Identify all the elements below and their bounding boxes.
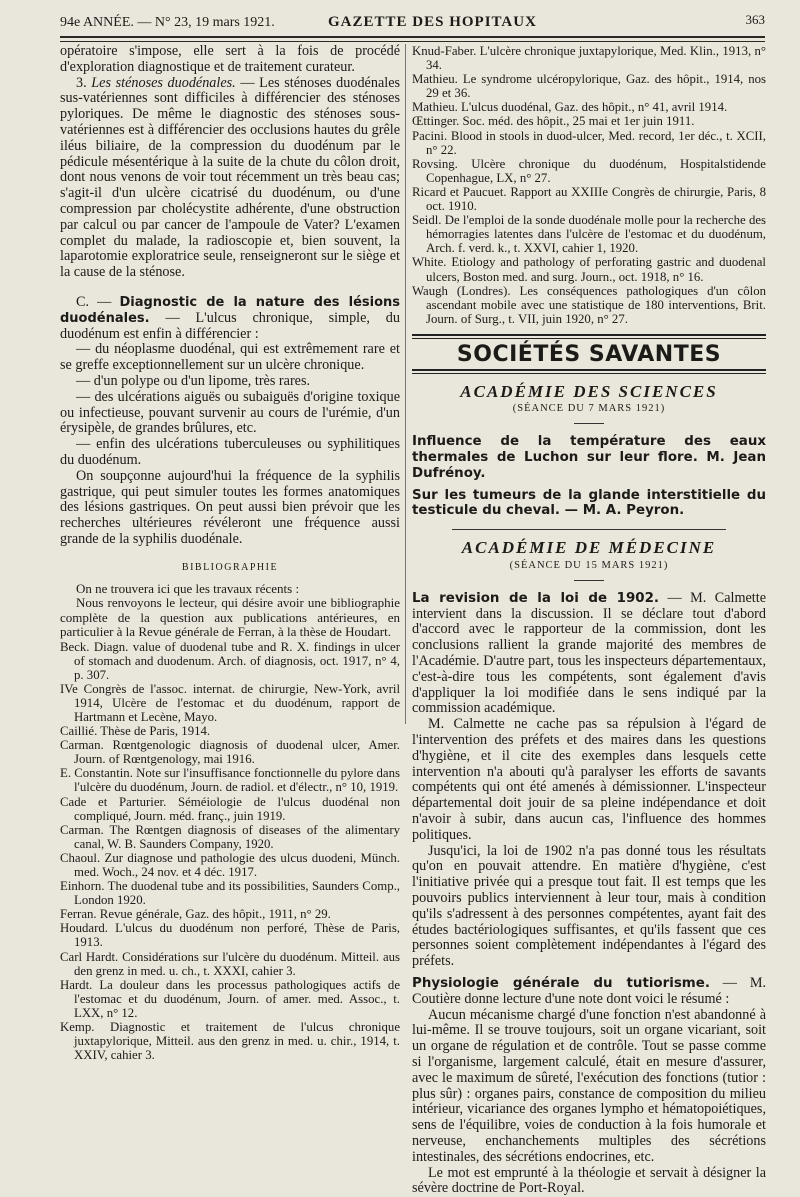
reference-item: IVe Congrès de l'assoc. internat. de chirurgie, New-York, avril 1914, Ulcère de l'estomac et du duodénum, rapport de Hartmann et Lecène, Mayo. bbox=[60, 681, 400, 724]
reference-item: Caillié. Thèse de Paris, 1914. bbox=[60, 724, 211, 739]
paragraph bbox=[412, 591, 766, 717]
divider bbox=[574, 580, 604, 581]
academy-heading: ACADÉMIE DES SCIENCES bbox=[460, 381, 718, 401]
journal-title: GAZETTE DES HOPITAUX bbox=[328, 14, 537, 30]
issue-info: 94e ANNÉE. — N° 23, 19 mars 1921. bbox=[60, 15, 275, 30]
reference-item: Carman. Rœntgenologic diagnosis of duodenal ulcer, Amer. Journ. of Rœntgenology, mai 1916. bbox=[60, 738, 400, 767]
list-item: — du néoplasme duodénal, qui est extrêmement rare et se greffe exceptionnellement sur un ulcère chronique. bbox=[60, 341, 400, 374]
running-header bbox=[60, 12, 765, 32]
reference-item: Rovsing. Ulcère chronique du duodénum, Hospitalstidende Copenhague, LX, n° 27. bbox=[412, 156, 766, 185]
paragraph: Aucun mécanisme chargé d'une fonction n'est abandonné à lui-même. Il se trouve toujours, soit un organe vicariant, soit un organe de régulation et de contrôle. Tout se passe comme si l'organisme, largement calculé, était en mesure d'assurer, avec le maximum de sûreté, l'exécution des fonctions (tutior : plus sûr) : organes pairs, constance de composition du milieu intérieur, vicariance des organes lympho et hématopoiétiques, sens de l'équilibre, voies de conduction à la fois humorale et nerveuse, enchanchements multiples des sécrétions intestinales, des sécrétions endocrines, etc. bbox=[412, 1006, 766, 1165]
paragraph: Le mot est emprunté à la théologie et servait à désigner la sévère doctrine de Port-Royal. bbox=[412, 1164, 766, 1197]
divider bbox=[452, 529, 726, 530]
paragraph-text: — M. Calmette intervient dans la discussion. Il se déclare tout d'abord d'accord avec le rapporteur de la commission, dont les conclusions rallient la grande majorité des membres de l'Académie. D'autre part, tous les inspecteurs départementaux, c'est-à-dire tous les compétents, sont également d'avis d'appliquer la loi modifiée dans le sens indiqué par la commission académique. bbox=[412, 589, 766, 717]
paragraph: On soupçonne aujourd'hui la fréquence de la syphilis gastrique, qui peut simuler toutes les formes anatomiques des lésions gastriques. On peut aussi bien prévoir que les recherches ultérieures révéleront une fréquence aussi grande de la syphilis duodénale. bbox=[60, 467, 400, 547]
paragraph-text: — Les sténoses duodénales sus-vatériennes sont difficiles à différencier des sténoses pyloriques. De même le diagnostic des sténoses sous-vatériennes est à différencier des occlusions hautes du grêle iléus biliaire, de la compression du duodénum par le pédicule mésentérique à la suite de la chute du côlon droit, dont nous venons de voir tout récemment un très beau cas; s'agit-il d'un ulcère cicatrisé du duodénum, ou d'une compression par cholécystite adhérente, d'une obstruction par calcul ou par cancer de l'ampoule de Vater? L'examen complet du malade, la radioscopie et, bien souvent, la laparotomie exploratrice seule, renseigneront sur le siège et la cause de la sténose. bbox=[60, 74, 401, 281]
reference-item: E. Constantin. Note sur l'insuffisance fonctionnelle du pylore dans l'ulcère du duodénum, Journ. de radiol. et d'électr., n° 10, 1919. bbox=[60, 766, 400, 795]
reference-item: Knud-Faber. L'ulcère chronique juxtapylorique, Med. Klin., 1913, n° 34. bbox=[412, 44, 766, 73]
paragraph: opératoire s'impose, elle sert à la fois de procédé d'exploration diagnostique et de traitement curateur. bbox=[60, 43, 400, 75]
paragraph: Jusqu'ici, la loi de 1902 n'a pas donné tous les résultats qu'on en pouvait attendre. En matière d'hygiène, c'est l'initiative privée qui a presque tout fait. Il est temps que les pouvoirs publics interviennent à leur tour, mais à condition qu'ils s'adressent à des personnes compétentes, ayant fait des études bactériologiques suffisantes, et qu'ils fassent que ces personnes soient complètement indépendantes à l'égard des préfets. bbox=[412, 842, 766, 970]
reference-item: Cade et Parturier. Séméiologie de l'ulcus duodénal non compliqué, Journ. méd. franç., juin 1919. bbox=[60, 794, 400, 823]
communication-title: Physiologie générale du tutiorisme. bbox=[412, 975, 710, 991]
reference-item: Pacini. Blood in stools in duod-ulcer, Med. record, 1er déc., t. XCII, n° 22. bbox=[412, 128, 766, 157]
reference-item: Ferran. Revue générale, Gaz. des hôpit., 1911, n° 29. bbox=[60, 907, 331, 922]
reference-item: Ricard et Paucuet. Rapport au XXIIIe Congrès de chirurgie, Paris, 8 oct. 1910. bbox=[412, 184, 766, 214]
bibliography-intro: Nous renvoyons le lecteur, qui désire avoir une bibliographie complète de la question aux publications antérieures, en particulier à la Revue générale de Ferran, à la thèse de Houdart. bbox=[60, 595, 400, 639]
paragraph-text: — L'ulcus chronique, simple, du duodénum est enfin à différencier : bbox=[60, 309, 400, 342]
reference-list bbox=[412, 44, 766, 326]
reference-list bbox=[60, 640, 400, 1063]
bibliography-intro: On ne trouvera ici que les travaux récents : bbox=[76, 580, 300, 596]
reference-item: Carman. The Rœntgen diagnosis of diseases of the alimentary canal, W. B. Saunders Company, 1920. bbox=[60, 822, 400, 851]
reference-item: Seidl. De l'emploi de la sonde duodénale molle pour la recherche des hémorragies latentes dans l'ulcère de l'estomac et du duodénum, Arch. f. verd. k., t. XXVI, cahier 1, 1920. bbox=[412, 213, 766, 256]
reference-item: Beck. Diagn. value of duodenal tube and R. X. findings in ulcer of stomach and duodenum. Arch. of diagnosis, oct. 1917, n° 4, p. 307. bbox=[60, 639, 400, 682]
paragraph bbox=[60, 295, 400, 342]
reference-item: Mathieu. Le syndrome ulcéropylorique, Gaz. des hôpit., 1914, nos 29 et 36. bbox=[412, 72, 766, 101]
communication: Sur les tumeurs de la glande interstitielle du testicule du cheval. — M. A. Peyron. bbox=[412, 487, 766, 519]
left-column bbox=[60, 44, 400, 1062]
communication: Influence de la température des eaux thermales de Luchon sur leur flore. M. Jean Dufrénoy. bbox=[412, 434, 766, 481]
section-title: Diagnostic de la nature des lésions duodénales. bbox=[60, 294, 401, 326]
section-rule bbox=[412, 334, 766, 339]
reference-item: Chaoul. Zur diagnose und pathologie des ulcus duodeni, Münch. med. Woch., 24 nov. et 4 déc. 1917. bbox=[60, 850, 400, 879]
column-divider bbox=[405, 44, 406, 724]
page-number: 363 bbox=[745, 12, 765, 27]
reference-item: Einhorn. The duodenal tube and its possibilities, Saunders Comp., London 1920. bbox=[60, 879, 400, 908]
reference-item: Waugh (Londres). Les conséquences pathologiques d'un côlon ascendant mobile avec une statistique de 180 interventions, Brit. Journ. of Surg., t. VII, juin 1920, n° 27. bbox=[412, 283, 766, 326]
reference-item: Kemp. Diagnostic et traitement de l'ulcus chronique juxtapylorique, Mitteil. aus den grenz in med. u. chir., 1914, t. XXIV, cahier 3. bbox=[60, 1020, 400, 1063]
reference-item: Mathieu. L'ulcus duodénal, Gaz. des hôpit., n° 41, avril 1914. bbox=[412, 100, 728, 115]
section-label: C. — bbox=[76, 293, 112, 310]
paragraph-text: — M. Coutière donne lecture d'une note dont voici le résumé : bbox=[412, 974, 766, 1007]
paragraph bbox=[412, 976, 766, 1008]
section-heading: SOCIÉTÉS SAVANTES bbox=[456, 341, 722, 367]
section-number: 3. bbox=[76, 74, 87, 91]
paragraph bbox=[60, 76, 400, 281]
session-date: (SÉANCE DU 7 MARS 1921) bbox=[512, 403, 666, 415]
section-rule bbox=[412, 369, 766, 374]
session-date: (SÉANCE DU 15 MARS 1921) bbox=[509, 560, 669, 572]
right-column bbox=[412, 44, 766, 1197]
reference-item: Œttinger. Soc. méd. des hôpit., 25 mai et 1er juin 1911. bbox=[412, 114, 695, 129]
list-item: — d'un polype ou d'un lipome, très rares. bbox=[76, 372, 311, 389]
reference-item: Houdard. L'ulcus du duodénum non perforé, Thèse de Paris, 1913. bbox=[60, 921, 400, 950]
list-item: — des ulcérations aiguës ou subaiguës d'origine toxique ou infectieuse, pouvant survenir au cours de l'urémie, d'un érysipèle, de grandes brûlures, etc. bbox=[60, 388, 400, 437]
paragraph: M. Calmette ne cache pas sa répulsion à l'égard de l'intervention des préfets et des maires dans les questions d'hygiène, et il cite des exemples dans lesquels cette intervention n'a abouti qu'à paralyser les efforts de savants compétents qui ont été amenés à démissionner. L'inspecteur départemental doit jouir de sa pleine indépendance et doit n'avoir à subir, dans aucun cas, l'influence des hommes politiques. bbox=[412, 716, 766, 843]
communication-title: La revision de la loi de 1902. bbox=[412, 590, 660, 606]
divider bbox=[574, 423, 604, 424]
reference-item: Hardt. La douleur dans les processus pathologiques actifs de l'estomac et du duodénum, Journ. of amer. med. Assoc., t. LXX, n° 12. bbox=[60, 977, 400, 1020]
reference-item: White. Etiology and pathology of perforating gastric and duodenal ulcers, Boston med. and surg. Journ., oct. 1918, n° 16. bbox=[412, 255, 766, 284]
list-item: — enfin des ulcérations tuberculeuses ou syphilitiques du duodénum. bbox=[60, 436, 400, 468]
bibliography-title: BIBLIOGRAPHIE bbox=[181, 561, 279, 573]
header-rule bbox=[60, 36, 765, 42]
academy-heading: ACADÉMIE DE MÉDECINE bbox=[461, 538, 717, 558]
reference-item: Carl Hardt. Considérations sur l'ulcère du duodénum. Mitteil. aus den grenz in med. u. ch., t. XXXI, cahier 3. bbox=[60, 949, 400, 978]
subsection-title: Les sténoses duodénales. bbox=[91, 74, 236, 91]
